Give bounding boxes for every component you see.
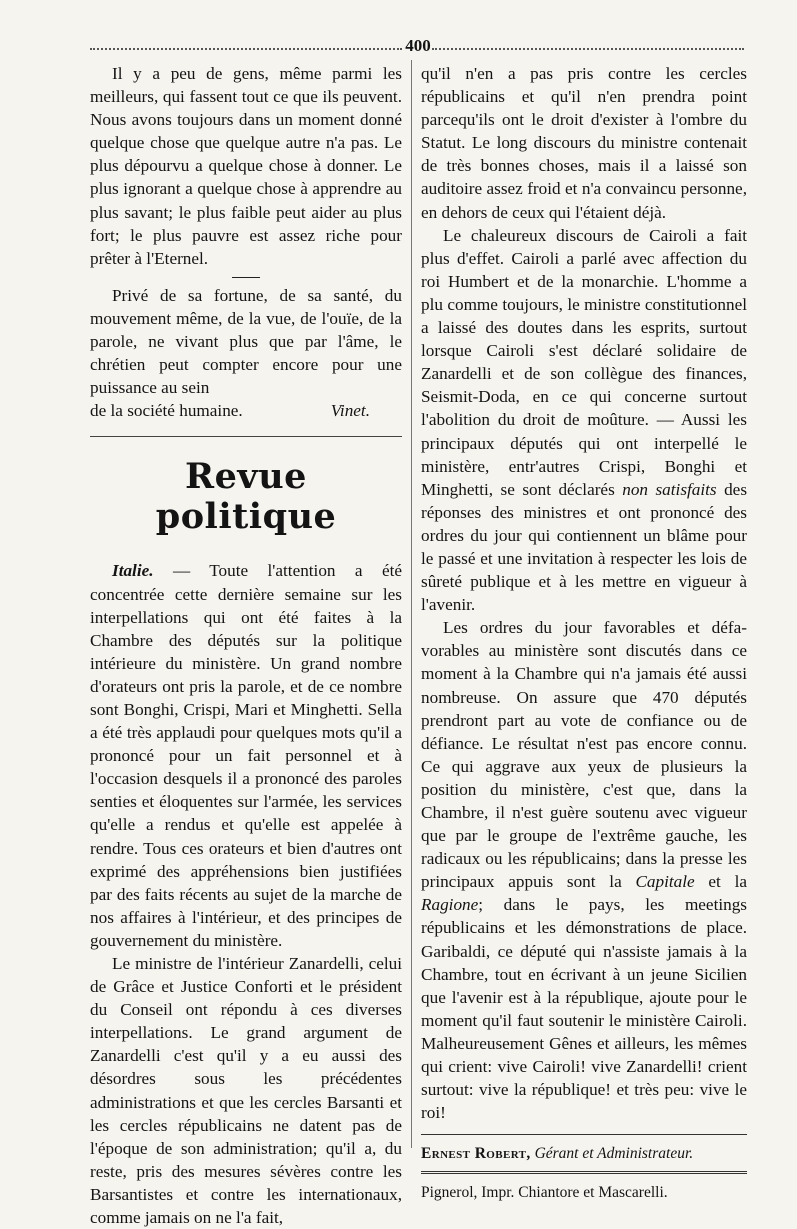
cairoli-text-b: des réponses des ministres et ont prononcé des ordres du jour qui contiennent un blâme pour le passé et une invitation à respecter les lois de sûreté publique et à les mettre en vigueur à l'avenir. bbox=[421, 479, 748, 615]
paragraph-italie-text: — Toute l'attention a été concentrée cette dernière semaine sur les interpellations qui ont été faites à la Chambre des députés sur la politique intérieure du ministère. Un grand nombre d'orateurs ont pris la parole, et de ce nombre sont Bonghi, Crispi, Mari et Minghetti. Sella a été très applaudi pour quelques mots qu'il a prononcé pour un fait personnel et à l'occasion desquels il a prononcé des paroles senties et éloquentes sur l'armée, les services qu'elle a rendus et qu'elle est appelée à rendre. Tous ces orateurs et bien d'autres ont exprimé des appréhensions bien justifiées par des faits récents au sujet de la marche de nos affaires à l'intérieur, et des principes de gouvernement du ministère. bbox=[90, 561, 402, 950]
cairoli-text-a: Le chaleureux discours de Cairoli a fait plus d'effet. Cairoli a parlé avec affection du roi Humbert et de la monarchie. L'homme a plu comme toujours, le ministre constitutionnel a laissé des doutes dans les esprits, surtout lorsque Cairoli s'est déclaré solidaire de Zanardelli et de son collègue des finances, Seismit-Doda, en ce qui concerne surtout l'abolition du droit de moûture. — Aussi les principaux députés qui ont interpellé le ministère, entr'autres Crispi, Bonghi et Minghetti, se sont déclarés bbox=[421, 225, 747, 499]
paragraph-generosity: Il y a peu de gens, même parmi les meilleurs, qui fassent tout ce que ils peuvent. Nous avons toujours dans un moment donné quelque chose que quelque autre n'a pas. Le plus dépourvu a quelque chose à donner. Le plus ignorant a quelque chose à apprendre au plus savant; le plus faible peut aider au plus fort; le plus pauvre est assez riche pour prêter à l'Eternel. bbox=[90, 64, 402, 268]
page-number: 400 bbox=[405, 36, 431, 55]
footer-printer: Pignerol, Impr. Chiantore et Mascarelli. bbox=[421, 1184, 668, 1202]
quote-attribution-row bbox=[90, 399, 402, 422]
newspaper-capitale: Capitale bbox=[635, 872, 695, 892]
quote-author: Vinet. bbox=[330, 401, 370, 421]
header-rule-right bbox=[432, 48, 744, 50]
manager-role: Gérant et Administrateur. bbox=[534, 1145, 694, 1163]
footer-rule bbox=[421, 1134, 747, 1135]
left-column bbox=[90, 62, 402, 1229]
quote-last-line: de la société humaine. bbox=[90, 401, 243, 421]
section-rule bbox=[90, 436, 402, 437]
newspaper-ragione: Ragione bbox=[421, 895, 479, 915]
ordres-text-mid: et la bbox=[694, 872, 747, 892]
country-heading: Italie. bbox=[112, 561, 154, 581]
footer-manager bbox=[421, 1143, 747, 1165]
paragraph-christian: Privé de sa fortune, de sa santé, du mouvement même, de la vue, de l'ouïe, de la parole, ne vivant plus que par l'âme, le chrétien peut compter encore pour une puissance au sein bbox=[90, 285, 402, 398]
header-rule-left bbox=[90, 48, 402, 50]
footer-double-rule bbox=[421, 1171, 747, 1174]
paragraph-cairoli bbox=[421, 224, 747, 617]
column-divider bbox=[411, 60, 412, 1148]
section-title: Revue politique bbox=[155, 456, 337, 538]
cairoli-emphasis: non satisfaits bbox=[622, 479, 717, 499]
ordres-text-a: Les ordres du jour favorables et défavorables au ministère sont discutés dans ce moment à la Chambre qui n'a jamais été aussi nombreuse. On assure que 470 députés prendront part au vote de confiance ou de défiance. Le résultat n'est pas encore connu. Ce qui aggrave aux yeux de plusieurs la position du ministère, c'est que, dans la Chambre, il n'est guère soutenu avec vigueur que par le groupe de l'extrême gauche, les radicaux ou les républicains; dans la presse les principaux appuis sont la bbox=[421, 618, 747, 892]
paragraph-ordres-du-jour bbox=[421, 616, 747, 1124]
paragraph-continuation: qu'il n'en a pas pris contre les cercles républicains et qu'il n'en prendra point parcequ'ils ont le droit d'exister à l'ombre du Statut. Le long discours du ministre contenait de très bonnes choses, mais il a laissé son auditoire assez froid et n'a convaincu personne, en dehors de ceux qui l'étaient déjà. bbox=[421, 64, 747, 222]
right-column bbox=[421, 62, 747, 1204]
paragraph-italie bbox=[90, 559, 402, 952]
ordres-text-b: ; dans le pays, les meetings républicains et les démonstrations de place. Garibaldi, ce député qui n'assiste jamais à la Chambre, tout en écrivant à un jeune Sicilien que l'avenir est à la république, ajoute pour le moment qu'il faut soutenir le ministère Cairoli. Malheureusement Gênes et ailleurs, les mêmes qui crient: vive Cairoli! vive Zanardelli! crient surtout: vive la république! et très peu: vive le roi! bbox=[421, 895, 747, 1123]
paragraph-zanardelli: Le ministre de l'intérieur Zanardelli, celui de Grâce et Justice Conforti et le président du Conseil ont répondu à ces diverses interpellations. Le grand argument de Zanardelli c'est qu'il y a eu aussi des désordres sous les précédentes administrations et que les cercles Barsanti et les cercles républicains ne datent pas de l'époque de son administration; qu'il a, du reste, pris des mesures sévères contre les Barsantistes et contre les internationaux, comme jamais on ne l'a fait, bbox=[90, 954, 402, 1228]
manager-name: Ernest Robert, bbox=[421, 1145, 531, 1163]
separator-dash bbox=[232, 277, 260, 278]
